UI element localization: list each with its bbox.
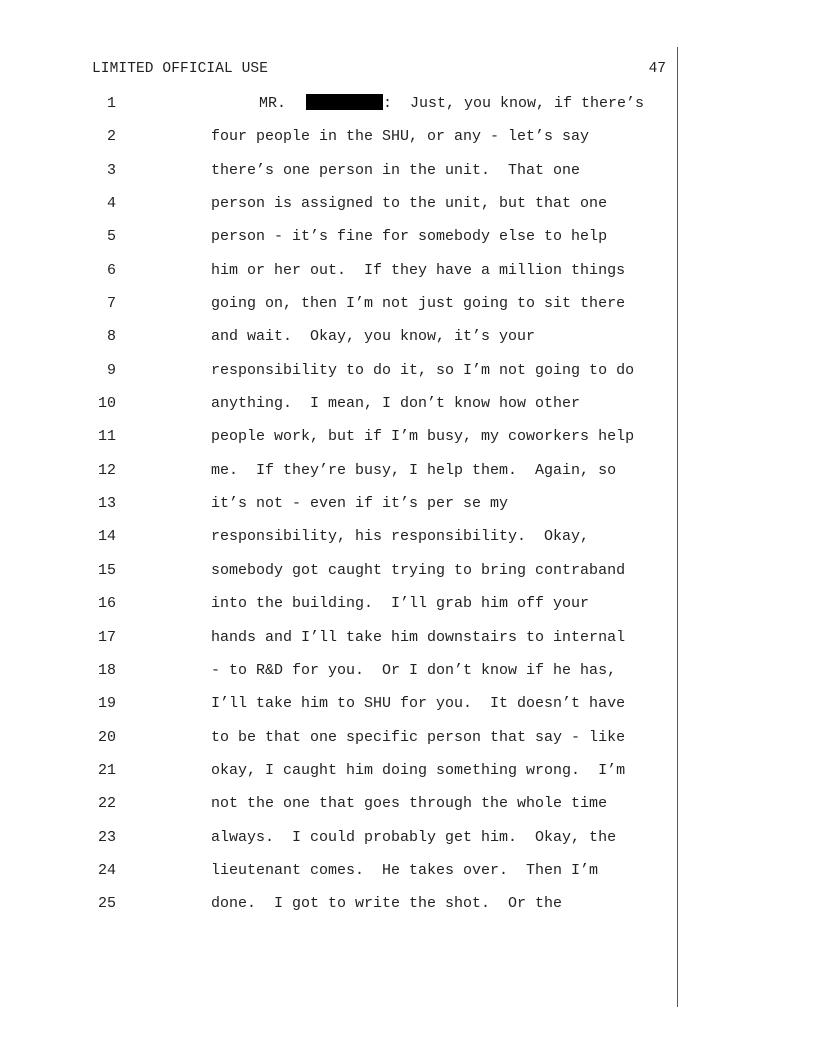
line-text: going on, then I’m not just going to sit there <box>211 295 626 313</box>
transcript-line <box>0 660 680 693</box>
line-number: 10 <box>97 395 116 413</box>
transcript-line <box>0 593 680 626</box>
line-text: lieutenant comes. He takes over. Then I’m <box>211 861 599 879</box>
line-text: - to R&D for you. Or I don’t know if he has, <box>211 661 617 679</box>
line-text: him or her out. If they have a million things <box>211 261 626 279</box>
line-number: 9 <box>106 361 116 379</box>
transcript-line <box>0 793 680 826</box>
transcript-line <box>0 860 680 893</box>
speaker-line-text <box>259 93 644 115</box>
line-text: it’s not - even if it’s per se my <box>211 495 509 513</box>
line-text: responsibility to do it, so I’m not going to do <box>211 361 635 379</box>
line-text: I’ll take him to SHU for you. It doesn’t have <box>211 695 626 713</box>
line-text: to be that one specific person that say - like <box>211 728 626 746</box>
line-text: into the building. I’ll grab him off your <box>211 595 590 613</box>
line-text: and wait. Okay, you know, it’s your <box>211 328 536 346</box>
transcript-line <box>0 693 680 726</box>
line-number: 23 <box>97 828 116 846</box>
line-number: 1 <box>106 95 116 112</box>
line-number: 7 <box>106 295 116 313</box>
transcript-line <box>0 493 680 526</box>
speaker-prefix: MR. <box>259 95 296 112</box>
line-number: 25 <box>97 895 116 913</box>
line-number: 18 <box>97 661 116 679</box>
transcript-line <box>0 260 680 293</box>
line-text: done. I got to write the shot. Or the <box>211 895 563 913</box>
line-text: there’s one person in the unit. That one <box>211 161 581 179</box>
line-text: always. I could probably get him. Okay, the <box>211 828 617 846</box>
transcript-line <box>0 760 680 793</box>
line-text: not the one that goes through the whole time <box>211 795 608 813</box>
line-text: hands and I’ll take him downstairs to internal <box>211 628 626 646</box>
transcript-body <box>0 93 680 927</box>
line-number: 24 <box>97 861 116 879</box>
transcript-line <box>0 360 680 393</box>
transcript-line <box>0 93 680 126</box>
redaction-block <box>306 94 383 110</box>
transcript-line <box>0 627 680 660</box>
line-text: okay, I caught him doing something wrong. I’m <box>211 761 626 779</box>
transcript-line <box>0 293 680 326</box>
transcript-line <box>0 827 680 860</box>
classification-header: LIMITED OFFICIAL USE <box>92 61 269 77</box>
line-number: 11 <box>97 428 116 446</box>
transcript-line <box>0 727 680 760</box>
line-number: 16 <box>97 595 116 613</box>
line-number: 22 <box>97 795 116 813</box>
line-number: 14 <box>97 528 116 546</box>
line-number: 12 <box>97 461 116 479</box>
line-number: 8 <box>106 328 116 346</box>
transcript-line <box>0 126 680 159</box>
line-text: responsibility, his responsibility. Okay, <box>211 528 590 546</box>
transcript-line <box>0 560 680 593</box>
line-number: 3 <box>106 161 116 179</box>
line-number: 17 <box>97 628 116 646</box>
transcript-line <box>0 160 680 193</box>
transcript-line <box>0 326 680 359</box>
transcript-line <box>0 460 680 493</box>
line-number: 13 <box>97 495 116 513</box>
line-number: 21 <box>97 761 116 779</box>
transcript-line <box>0 426 680 459</box>
transcript-line <box>0 893 680 926</box>
line-number: 2 <box>106 128 116 146</box>
line-number: 19 <box>97 695 116 713</box>
speaker-suffix: : Just, you know, if there’s <box>383 95 645 112</box>
line-number: 20 <box>97 728 116 746</box>
line-number: 15 <box>97 561 116 579</box>
line-text: people work, but if I’m busy, my coworkers help <box>211 428 635 446</box>
line-text: me. If they’re busy, I help them. Again, so <box>211 461 617 479</box>
line-number: 6 <box>106 261 116 279</box>
transcript-line <box>0 226 680 259</box>
line-number: 5 <box>106 228 116 246</box>
line-text: person - it’s fine for somebody else to help <box>211 228 608 246</box>
line-text: somebody got caught trying to bring contraband <box>211 561 626 579</box>
line-text: person is assigned to the unit, but that one <box>211 195 608 213</box>
transcript-line <box>0 526 680 559</box>
line-number: 4 <box>106 195 116 213</box>
transcript-line <box>0 193 680 226</box>
transcript-line <box>0 393 680 426</box>
line-text: four people in the SHU, or any - let’s say <box>211 128 590 146</box>
line-text: anything. I mean, I don’t know how other <box>211 395 581 413</box>
page-number: 47 <box>648 61 666 77</box>
